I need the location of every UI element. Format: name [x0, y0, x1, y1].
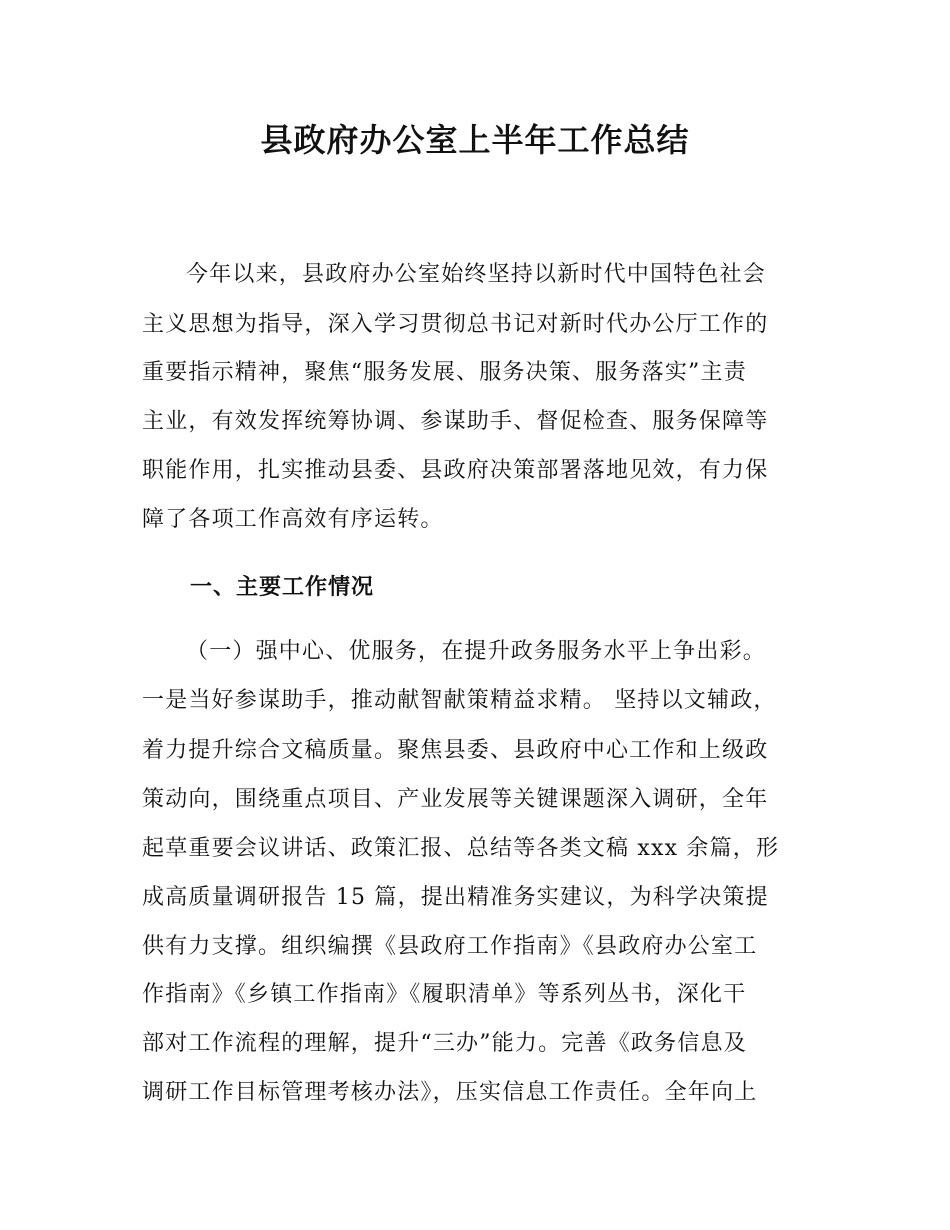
body-line: 一是当好参谋助手，推动献智献策精益求精。 坚持以文辅政，	[142, 688, 777, 713]
body-line: 部对工作流程的理解，提升“三办”能力。完善《政务信息及	[142, 1031, 747, 1056]
intro-line: 今年以来，县政府办公室始终坚持以新时代中国特色社会	[186, 262, 767, 287]
intro-line: 主义思想为指导，深入学习贯彻总书记对新时代办公厅工作的	[142, 312, 769, 337]
body-line: 供有力支撑。组织编撰《县政府工作指南》《县政府办公室工	[142, 934, 758, 959]
section-heading: 一、主要工作情况	[190, 575, 375, 600]
document-title: 县政府办公室上半年工作总结	[260, 121, 690, 159]
intro-line: 主业，有效发挥统筹协调、参谋助手、督促检查、服务保障等	[142, 409, 769, 434]
intro-line: 障了各项工作高效有序运转。	[142, 507, 444, 532]
intro-line: 职能作用，扎实推动县委、县政府决策部署落地见效，有力保	[142, 458, 769, 483]
body-line: （一）强中心、优服务，在提升政务服务水平上争出彩。	[186, 639, 767, 664]
body-line: 着力提升综合文稿质量。聚焦县委、县政府中心工作和上级政	[142, 738, 769, 763]
body-line: 策动向，围绕重点项目、产业发展等关键课题深入调研，全年	[142, 787, 769, 812]
body-line: 成高质量调研报告 15 篇，提出精准务实建议，为科学决策提	[142, 885, 769, 910]
intro-line: 重要指示精神，聚焦“服务发展、服务决策、服务落实”主责	[142, 360, 747, 385]
body-line: 起草重要会议讲话、政策汇报、总结等各类文稿 xxx 余篇，形	[142, 836, 780, 861]
body-line: 调研工作目标管理考核办法》，压实信息工作责任。全年向上	[142, 1080, 758, 1105]
body-line: 作指南》《乡镇工作指南》《履职清单》等系列丛书，深化干	[142, 982, 747, 1007]
